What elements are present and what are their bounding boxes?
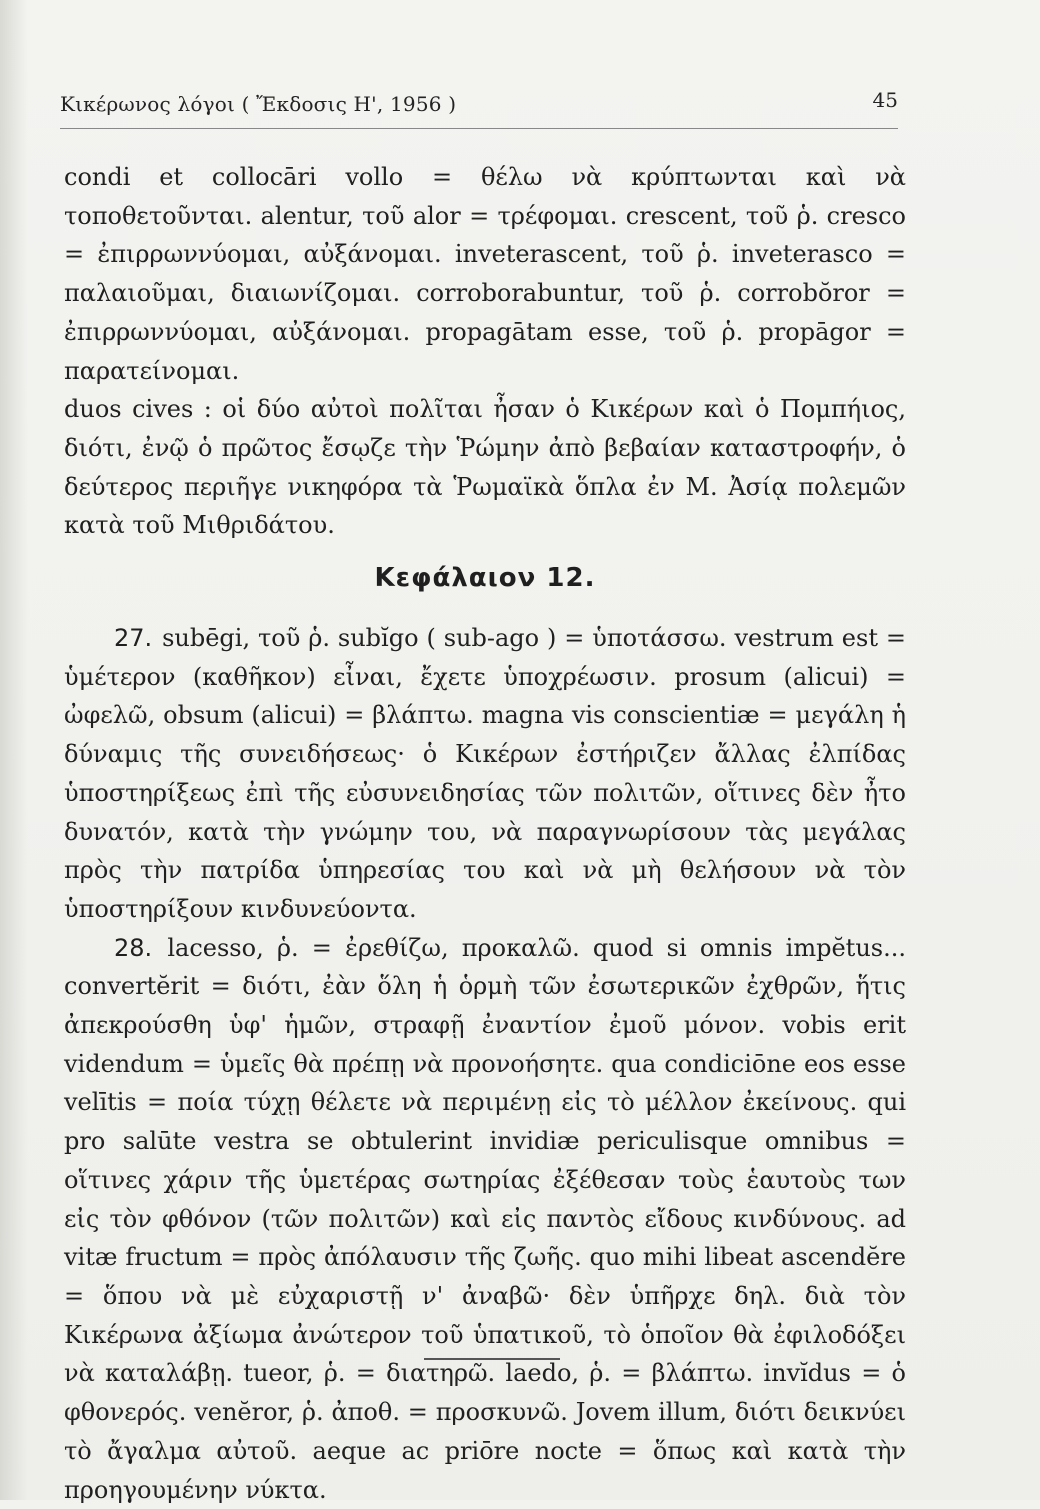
page-number: 45 (872, 88, 898, 112)
section-text: lacesso, ῥ. = ἐρεθίζω, προκαλῶ. quod si omnis impĕtus... convertĕrit = διότι, ἐὰν ὅλη ἡ ὁρμὴ τῶν ἐσωτερικῶν ἐχθρῶν, ἥτις ἀπεκρούσθη ὑφ' ἡμῶν, στραφῇ ἐναντίον ἐμοῦ μόνον. vobis erit videndum = ὑμεῖς θὰ πρέπῃ νὰ προνοήσητε. qua condiciōne eos esse velītis = ποία τύχῃ θέλετε νὰ περιμένῃ εἰς τὸ μέλλον ἐκείνους. qui pro salūte vestra se obtulerint invidiæ periculisque omnibus = οἵτινες χάριν τῆς ὑμετέρας σωτηρίας ἐξέθεσαν τοὺς ἑαυτοὺς των εἰς τὸν φθόνον (τῶν πολιτῶν) καὶ εἰς παντὸς εἴδους κινδύνους. ad vitæ fructum = πρὸς ἀπόλαυσιν τῆς ζωῆς. quo mihi libeat ascendĕre = ὅπου νὰ μὲ εὐχαριστῇ ν' ἀναβῶ· δὲν ὑπῆρχε δηλ. διὰ τὸν Κικέρωνα ἀξίωμα ἀνώτερον τοῦ ὑπατικοῦ, τὸ ὁποῖον θὰ ἐφιλοδόξει νὰ καταλάβῃ. tueor, ῥ. = διατηρῶ. laedo, ῥ. = βλάπτω. invĭdus = ὁ φθονερός. venĕror, ῥ. ἀποθ. = προσκυνῶ. Jovem illum, διότι δεικνύει τὸ ἄγαλμα αὐτοῦ. aeque ac priōre nocte = ὅπως καὶ κατὰ τὴν προηγουμένην νύκτα. (64, 933, 907, 1504)
intro-paragraph: condi et collocāri vollo = θέλω νὰ κρύπτωνται καὶ νὰ τοποθετοῦνται. alentur, τοῦ alor = τρέφομαι. crescent, τοῦ ῥ. cresco = ἐπιρρωννύομαι, αὐξάνομαι. inveterascent, τοῦ ῥ. inveterasco = παλαιοῦμαι, διαιωνίζομαι. corroborabuntur, τοῦ ῥ. corrobŏror = ἐπιρρωννύομαι, αὐξάνομαι. propagātam esse, τοῦ ῥ. propāgor = παρατείνομαι. (64, 163, 906, 385)
page-header (60, 88, 898, 128)
header-rule (60, 128, 898, 129)
section-number: 27. (114, 624, 153, 653)
running-head: Κικέρωνος λόγοι ( Ἔκδοσις Η', 1956 ) (60, 92, 457, 116)
section-text: subēgi, τοῦ ῥ. subĭgo ( sub-ago ) = ὑποτάσσω. vestrum est = ὑμέτερον (καθῆκον) εἶναι, ἔχετε ὑποχρέωσιν. prosum (alicui) = ὠφελῶ, obsum (alicui) = βλάπτω. magna vis conscientiæ = μεγάλη ἡ δύναμις τῆς συνειδήσεως· ὁ Κικέρων ἐστήριζεν ἄλλας ἐλπίδας ὑποστηρίξεως ἐπὶ τῆς εὐσυνειδησίας τῶν πολιτῶν, οἵτινες δὲν ἦτο δυνατόν, κατὰ τὴν γνώμην του, νὰ παραγνωρίσουν τὰς μεγάλας πρὸς τὴν πατρίδα ὑπηρεσίας του καὶ νὰ μὴ θελήσουν νὰ τὸν ὑποστηρίξουν κινδυνεύοντα. (64, 624, 906, 923)
page-content (64, 158, 906, 1509)
section-27 (64, 619, 906, 929)
end-rule (424, 1358, 560, 1360)
section-number: 28. (114, 933, 153, 962)
duos-cives-paragraph: duos cives : οἱ δύο αὐτοὶ πολῖται ἦσαν ὁ Κικέρων καὶ ὁ Πομπήιος, διότι, ἐνῷ ὁ πρῶτος ἔσῳζε τὴν Ῥώμην ἀπὸ βεβαίαν καταστροφήν, ὁ δεύτερος περιῆγε νικηφόρα τὰ Ῥωμαϊκὰ ὅπλα ἐν Μ. Ἀσίᾳ πολεμῶν κατὰ τοῦ Μιθριδάτου. (64, 395, 906, 540)
chapter-title: Κεφάλαιον 12. (374, 563, 596, 594)
section-28 (64, 929, 906, 1509)
